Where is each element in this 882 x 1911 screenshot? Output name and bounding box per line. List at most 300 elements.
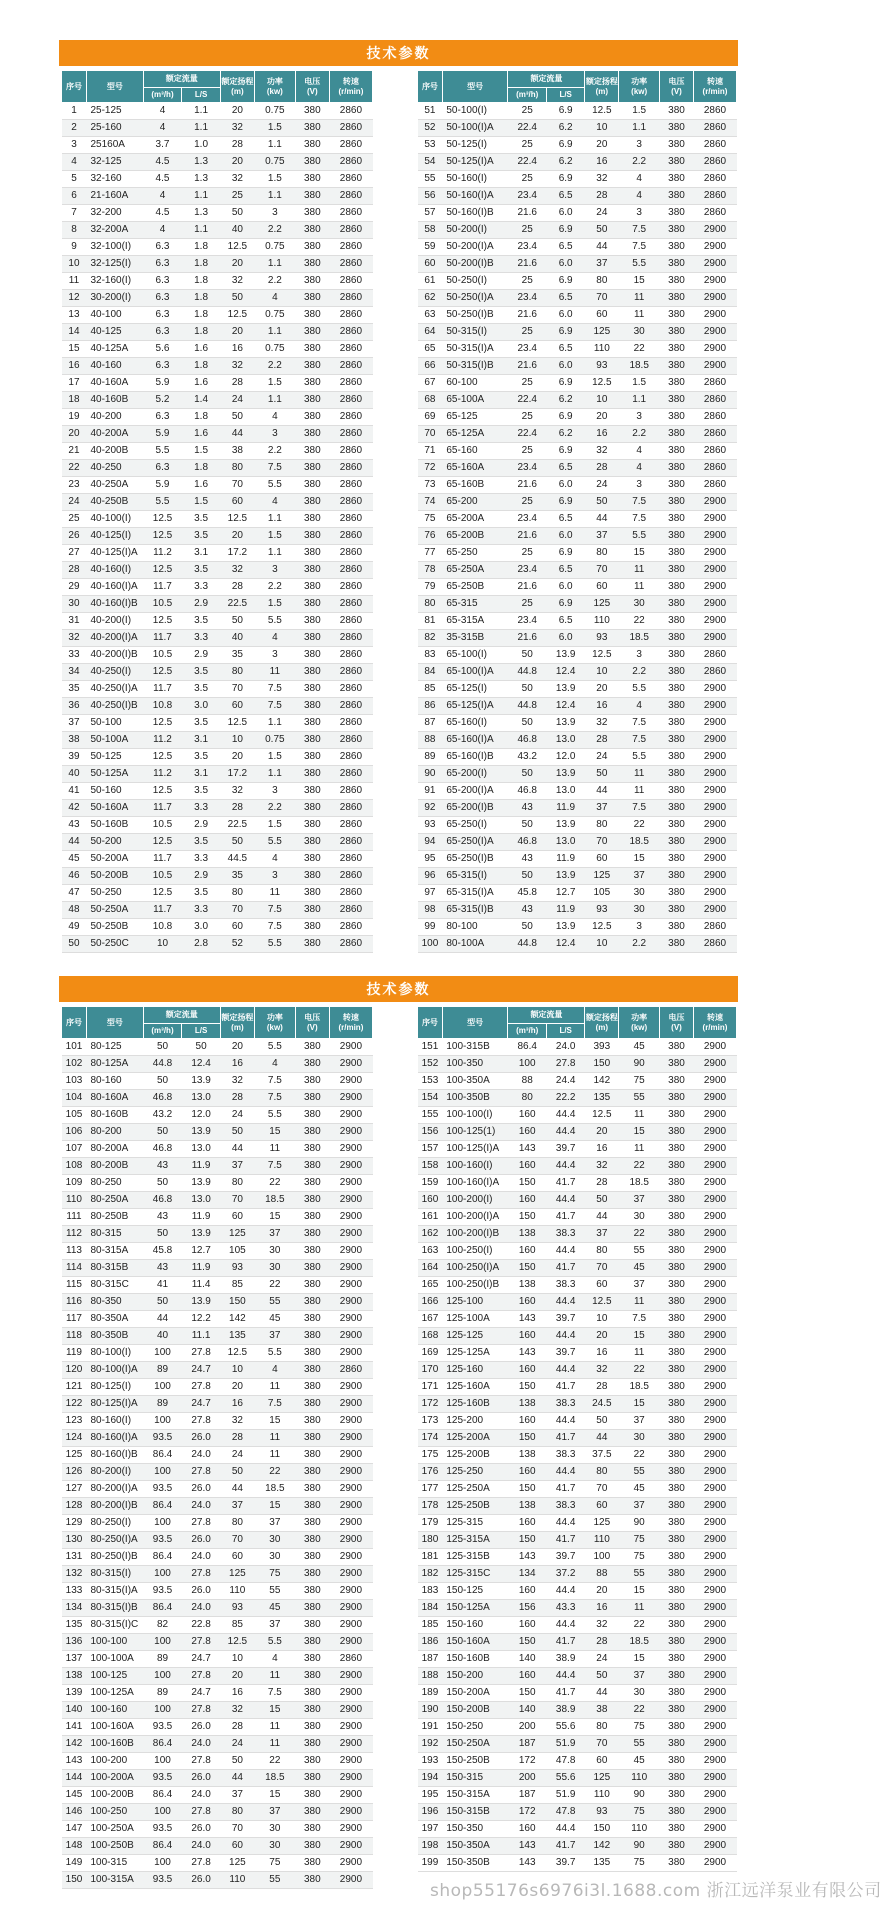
cell-head: 80 bbox=[585, 1243, 619, 1260]
cell-no: 114 bbox=[62, 1260, 87, 1277]
cell-no: 5 bbox=[62, 171, 87, 188]
cell-no: 145 bbox=[62, 1787, 87, 1804]
table-row bbox=[62, 477, 373, 494]
cell-no: 85 bbox=[418, 681, 443, 698]
cell-model: 65-315(I) bbox=[442, 868, 508, 885]
table-row bbox=[418, 1719, 737, 1736]
cell-speed: 2900 bbox=[693, 1158, 736, 1175]
table-row bbox=[62, 919, 373, 936]
cell-flow-m3: 150 bbox=[508, 1260, 546, 1277]
cell-flow-ls: 12.0 bbox=[546, 749, 584, 766]
cell-flow-m3: 100 bbox=[143, 1634, 182, 1651]
cell-flow-m3: 100 bbox=[143, 1464, 182, 1481]
cell-no: 141 bbox=[62, 1719, 87, 1736]
cell-model: 100-100 bbox=[86, 1634, 143, 1651]
cell-flow-ls: 1.3 bbox=[182, 154, 221, 171]
cell-power: 18.5 bbox=[619, 358, 660, 375]
cell-no: 121 bbox=[62, 1379, 87, 1396]
table-row bbox=[62, 273, 373, 290]
cell-voltage: 380 bbox=[660, 1413, 694, 1430]
table-row bbox=[418, 1413, 737, 1430]
cell-flow-m3: 46.8 bbox=[508, 732, 546, 749]
cell-head: 44 bbox=[220, 426, 254, 443]
cell-speed: 2900 bbox=[693, 1515, 736, 1532]
cell-flow-m3: 6.3 bbox=[143, 324, 182, 341]
cell-no: 99 bbox=[418, 919, 443, 936]
cell-power: 45 bbox=[619, 1039, 660, 1056]
cell-no: 181 bbox=[418, 1549, 443, 1566]
cell-voltage: 380 bbox=[295, 1141, 329, 1158]
cell-no: 35 bbox=[62, 681, 87, 698]
cell-model: 125-315C bbox=[442, 1566, 508, 1583]
cell-voltage: 380 bbox=[660, 851, 694, 868]
cell-power: 3 bbox=[254, 205, 295, 222]
cell-flow-m3: 50 bbox=[143, 1175, 182, 1192]
cell-speed: 2900 bbox=[329, 1872, 372, 1889]
cell-model: 40-200(I)A bbox=[86, 630, 143, 647]
cell-head: 80 bbox=[220, 1175, 254, 1192]
cell-power: 30 bbox=[254, 1838, 295, 1855]
cell-flow-ls: 1.1 bbox=[182, 188, 221, 205]
cell-speed: 2860 bbox=[693, 443, 736, 460]
cell-flow-ls: 13.9 bbox=[546, 766, 584, 783]
table-row bbox=[418, 1549, 737, 1566]
cell-model: 65-315A bbox=[442, 613, 508, 630]
cell-flow-ls: 6.0 bbox=[546, 205, 584, 222]
cell-power: 18.5 bbox=[254, 1481, 295, 1498]
cell-flow-m3: 4 bbox=[143, 120, 182, 137]
table-row bbox=[418, 137, 737, 154]
cell-power: 2.2 bbox=[254, 800, 295, 817]
cell-power: 15 bbox=[254, 1787, 295, 1804]
cell-flow-ls: 24.7 bbox=[182, 1396, 221, 1413]
cell-voltage: 380 bbox=[660, 222, 694, 239]
cell-flow-ls: 3.5 bbox=[182, 562, 221, 579]
cell-speed: 2900 bbox=[693, 783, 736, 800]
cell-power: 15 bbox=[619, 1583, 660, 1600]
table-row bbox=[62, 1668, 373, 1685]
cell-head: 93 bbox=[585, 902, 619, 919]
cell-flow-m3: 86.4 bbox=[508, 1039, 546, 1056]
cell-head: 110 bbox=[585, 1787, 619, 1804]
cell-flow-ls: 3.3 bbox=[182, 851, 221, 868]
cell-flow-ls: 26.0 bbox=[182, 1430, 221, 1447]
cell-power: 30 bbox=[619, 902, 660, 919]
cell-model: 40-200 bbox=[86, 409, 143, 426]
col-header-flow-m3-text: (m³/h) bbox=[151, 90, 174, 99]
cell-speed: 2860 bbox=[329, 324, 372, 341]
cell-flow-ls: 3.5 bbox=[182, 664, 221, 681]
cell-flow-ls: 12.4 bbox=[546, 936, 584, 953]
cell-head: 17.2 bbox=[220, 545, 254, 562]
cell-head: 10 bbox=[585, 392, 619, 409]
cell-voltage: 380 bbox=[295, 1617, 329, 1634]
cell-flow-ls: 1.1 bbox=[182, 103, 221, 120]
cell-model: 65-315(I)A bbox=[442, 885, 508, 902]
cell-speed: 2900 bbox=[693, 1175, 736, 1192]
cell-flow-ls: 1.3 bbox=[182, 205, 221, 222]
cell-speed: 2860 bbox=[329, 256, 372, 273]
cell-speed: 2900 bbox=[329, 1617, 372, 1634]
cell-power: 11 bbox=[619, 766, 660, 783]
cell-voltage: 380 bbox=[295, 902, 329, 919]
cell-power: 15 bbox=[619, 1124, 660, 1141]
cell-power: 1.1 bbox=[254, 188, 295, 205]
cell-no: 144 bbox=[62, 1770, 87, 1787]
cell-flow-m3: 5.9 bbox=[143, 375, 182, 392]
cell-speed: 2860 bbox=[329, 1651, 372, 1668]
table-row bbox=[62, 1396, 373, 1413]
cell-head: 70 bbox=[220, 477, 254, 494]
cell-speed: 2860 bbox=[329, 919, 372, 936]
cell-voltage: 380 bbox=[660, 1498, 694, 1515]
cell-head: 50 bbox=[220, 409, 254, 426]
cell-flow-ls: 11.9 bbox=[546, 851, 584, 868]
cell-flow-ls: 6.2 bbox=[546, 426, 584, 443]
cell-model: 65-125(I) bbox=[442, 681, 508, 698]
col-header-head-text: 额定扬程 bbox=[585, 1012, 618, 1022]
cell-flow-m3: 10.5 bbox=[143, 596, 182, 613]
cell-no: 176 bbox=[418, 1464, 443, 1481]
cell-head: 393 bbox=[585, 1039, 619, 1056]
cell-speed: 2860 bbox=[329, 307, 372, 324]
col-header-speed bbox=[693, 1007, 736, 1039]
cell-flow-m3: 5.5 bbox=[143, 494, 182, 511]
cell-model: 80-100(I) bbox=[86, 1345, 143, 1362]
cell-flow-ls: 43.3 bbox=[546, 1600, 584, 1617]
cell-power: 11 bbox=[254, 1379, 295, 1396]
table-row bbox=[62, 868, 373, 885]
table-row bbox=[418, 1464, 737, 1481]
table-row bbox=[418, 1634, 737, 1651]
cell-no: 170 bbox=[418, 1362, 443, 1379]
col-header-head-text: 额定扬程 bbox=[221, 76, 254, 86]
cell-power: 7.5 bbox=[619, 800, 660, 817]
cell-no: 135 bbox=[62, 1617, 87, 1634]
cell-flow-m3: 138 bbox=[508, 1498, 546, 1515]
cell-flow-ls: 6.9 bbox=[546, 596, 584, 613]
cell-voltage: 380 bbox=[295, 1396, 329, 1413]
spec-table-3 bbox=[61, 1006, 373, 1889]
cell-power: 7.5 bbox=[619, 239, 660, 256]
cell-model: 65-315 bbox=[442, 596, 508, 613]
cell-head: 70 bbox=[220, 1192, 254, 1209]
cell-model: 100-125(I)A bbox=[442, 1141, 508, 1158]
table-row bbox=[418, 1141, 737, 1158]
cell-no: 164 bbox=[418, 1260, 443, 1277]
col-header-voltage-text: 电压 bbox=[304, 1012, 321, 1022]
table-row bbox=[418, 494, 737, 511]
cell-flow-m3: 100 bbox=[143, 1413, 182, 1430]
table-row bbox=[62, 1277, 373, 1294]
cell-no: 59 bbox=[418, 239, 443, 256]
cell-power: 15 bbox=[254, 1413, 295, 1430]
cell-power: 11 bbox=[254, 1430, 295, 1447]
cell-power: 30 bbox=[254, 1821, 295, 1838]
cell-no: 149 bbox=[62, 1855, 87, 1872]
cell-voltage: 380 bbox=[295, 1804, 329, 1821]
cell-head: 37 bbox=[585, 256, 619, 273]
cell-voltage: 380 bbox=[295, 1668, 329, 1685]
table-row bbox=[418, 885, 737, 902]
cell-head: 12.5 bbox=[220, 1345, 254, 1362]
col-header-power-unit: (kw) bbox=[266, 1022, 283, 1032]
cell-model: 40-160B bbox=[86, 392, 143, 409]
cell-no: 108 bbox=[62, 1158, 87, 1175]
table-row bbox=[418, 1447, 737, 1464]
table-row bbox=[418, 630, 737, 647]
cell-head: 70 bbox=[220, 681, 254, 698]
cell-no: 120 bbox=[62, 1362, 87, 1379]
cell-no: 128 bbox=[62, 1498, 87, 1515]
cell-speed: 2860 bbox=[693, 919, 736, 936]
table-row bbox=[418, 1328, 737, 1345]
cell-speed: 2860 bbox=[329, 409, 372, 426]
cell-no: 197 bbox=[418, 1821, 443, 1838]
cell-speed: 2900 bbox=[329, 1719, 372, 1736]
col-header-speed-unit: (r/min) bbox=[702, 86, 728, 96]
cell-voltage: 380 bbox=[660, 1090, 694, 1107]
cell-model: 80-350 bbox=[86, 1294, 143, 1311]
cell-model: 80-350A bbox=[86, 1311, 143, 1328]
cell-flow-ls: 38.3 bbox=[546, 1447, 584, 1464]
cell-model: 40-160 bbox=[86, 358, 143, 375]
cell-flow-m3: 150 bbox=[508, 1379, 546, 1396]
cell-flow-m3: 6.3 bbox=[143, 239, 182, 256]
col-header-no bbox=[62, 1007, 87, 1039]
table-row bbox=[62, 1141, 373, 1158]
cell-model: 80-200(I) bbox=[86, 1464, 143, 1481]
col-header-flow-m3 bbox=[508, 1024, 546, 1039]
cell-no: 25 bbox=[62, 511, 87, 528]
cell-speed: 2900 bbox=[329, 1396, 372, 1413]
cell-flow-m3: 10.5 bbox=[143, 817, 182, 834]
cell-flow-ls: 27.8 bbox=[182, 1379, 221, 1396]
cell-power: 5.5 bbox=[254, 477, 295, 494]
col-header-power-unit: (kw) bbox=[266, 86, 283, 96]
cell-model: 65-250B bbox=[442, 579, 508, 596]
cell-speed: 2860 bbox=[329, 715, 372, 732]
cell-model: 80-250(I) bbox=[86, 1515, 143, 1532]
col-header-speed-text: 转速 bbox=[342, 76, 359, 86]
col-header-flow-text: 额定流量 bbox=[530, 1010, 563, 1019]
cell-power: 22 bbox=[619, 1362, 660, 1379]
table-row bbox=[418, 120, 737, 137]
cell-power: 7.5 bbox=[254, 1158, 295, 1175]
table-row bbox=[418, 1175, 737, 1192]
cell-model: 32-200A bbox=[86, 222, 143, 239]
cell-flow-ls: 26.0 bbox=[182, 1481, 221, 1498]
cell-model: 40-250(I) bbox=[86, 664, 143, 681]
cell-flow-ls: 3.3 bbox=[182, 579, 221, 596]
cell-speed: 2860 bbox=[329, 392, 372, 409]
table-row bbox=[418, 834, 737, 851]
table-row bbox=[418, 1056, 737, 1073]
cell-flow-m3: 11.7 bbox=[143, 579, 182, 596]
cell-flow-ls: 41.7 bbox=[546, 1260, 584, 1277]
cell-model: 65-200A bbox=[442, 511, 508, 528]
cell-voltage: 380 bbox=[295, 375, 329, 392]
cell-flow-ls: 39.7 bbox=[546, 1549, 584, 1566]
cell-speed: 2900 bbox=[329, 1634, 372, 1651]
cell-model: 65-200(I)B bbox=[442, 800, 508, 817]
col-header-flow-text: 额定流量 bbox=[165, 74, 198, 83]
cell-model: 100-250 bbox=[86, 1804, 143, 1821]
cell-no: 127 bbox=[62, 1481, 87, 1498]
col-header-voltage-unit: (V) bbox=[306, 1022, 318, 1032]
cell-head: 60 bbox=[585, 579, 619, 596]
cell-voltage: 380 bbox=[295, 613, 329, 630]
cell-power: 4 bbox=[254, 1362, 295, 1379]
cell-flow-m3: 6.3 bbox=[143, 273, 182, 290]
cell-head: 22.5 bbox=[220, 817, 254, 834]
cell-flow-m3: 44 bbox=[143, 1311, 182, 1328]
table-row bbox=[62, 1617, 373, 1634]
cell-voltage: 380 bbox=[295, 1787, 329, 1804]
cell-power: 11 bbox=[254, 1668, 295, 1685]
cell-voltage: 380 bbox=[295, 171, 329, 188]
table-row bbox=[62, 1039, 373, 1056]
table-row bbox=[62, 222, 373, 239]
cell-flow-ls: 44.4 bbox=[546, 1821, 584, 1838]
cell-model: 50-160A bbox=[86, 800, 143, 817]
cell-voltage: 380 bbox=[295, 256, 329, 273]
cell-head: 44 bbox=[585, 239, 619, 256]
cell-flow-ls: 3.5 bbox=[182, 681, 221, 698]
cell-power: 1.1 bbox=[254, 766, 295, 783]
cell-model: 80-100A bbox=[442, 936, 508, 953]
table-row bbox=[62, 545, 373, 562]
cell-flow-ls: 13.9 bbox=[546, 868, 584, 885]
cell-voltage: 380 bbox=[660, 579, 694, 596]
cell-no: 40 bbox=[62, 766, 87, 783]
cell-speed: 2860 bbox=[693, 120, 736, 137]
table-row bbox=[418, 1277, 737, 1294]
cell-flow-m3: 86.4 bbox=[143, 1600, 182, 1617]
cell-power: 4 bbox=[619, 188, 660, 205]
cell-head: 70 bbox=[585, 1481, 619, 1498]
cell-voltage: 380 bbox=[660, 732, 694, 749]
cell-no: 159 bbox=[418, 1175, 443, 1192]
cell-no: 194 bbox=[418, 1770, 443, 1787]
cell-head: 93 bbox=[585, 358, 619, 375]
table-row bbox=[62, 154, 373, 171]
cell-no: 88 bbox=[418, 732, 443, 749]
cell-flow-m3: 172 bbox=[508, 1753, 546, 1770]
cell-speed: 2860 bbox=[329, 477, 372, 494]
cell-power: 15 bbox=[619, 273, 660, 290]
cell-model: 21-160A bbox=[86, 188, 143, 205]
cell-voltage: 380 bbox=[660, 919, 694, 936]
cell-flow-ls: 24.0 bbox=[546, 1039, 584, 1056]
cell-voltage: 380 bbox=[660, 1821, 694, 1838]
cell-voltage: 380 bbox=[660, 613, 694, 630]
table-row bbox=[62, 1770, 373, 1787]
cell-voltage: 380 bbox=[295, 766, 329, 783]
cell-model: 25160A bbox=[86, 137, 143, 154]
cell-speed: 2900 bbox=[693, 1481, 736, 1498]
cell-flow-ls: 37.2 bbox=[546, 1566, 584, 1583]
cell-speed: 2900 bbox=[329, 1447, 372, 1464]
cell-voltage: 380 bbox=[660, 1124, 694, 1141]
cell-head: 50 bbox=[220, 834, 254, 851]
cell-head: 70 bbox=[220, 902, 254, 919]
cell-model: 65-160(I)B bbox=[442, 749, 508, 766]
cell-no: 57 bbox=[418, 205, 443, 222]
table-row bbox=[62, 1362, 373, 1379]
cell-flow-ls: 39.7 bbox=[546, 1855, 584, 1872]
cell-power: 4 bbox=[619, 171, 660, 188]
table-row bbox=[62, 579, 373, 596]
cell-head: 32 bbox=[585, 1158, 619, 1175]
cell-flow-ls: 13.0 bbox=[182, 1141, 221, 1158]
table-row bbox=[62, 902, 373, 919]
cell-flow-m3: 4.5 bbox=[143, 154, 182, 171]
col-header-flow-ls-text: L/S bbox=[194, 1026, 208, 1035]
table-row bbox=[418, 562, 737, 579]
cell-voltage: 380 bbox=[295, 460, 329, 477]
cell-head: 50 bbox=[585, 1668, 619, 1685]
table-row bbox=[418, 1311, 737, 1328]
cell-model: 30-200(I) bbox=[86, 290, 143, 307]
cell-flow-ls: 3.5 bbox=[182, 834, 221, 851]
cell-model: 50-250(I) bbox=[442, 273, 508, 290]
cell-power: 18.5 bbox=[254, 1192, 295, 1209]
cell-power: 2.2 bbox=[254, 222, 295, 239]
cell-model: 125-160 bbox=[442, 1362, 508, 1379]
cell-power: 37 bbox=[254, 1226, 295, 1243]
cell-voltage: 380 bbox=[660, 562, 694, 579]
cell-power: 0.75 bbox=[254, 307, 295, 324]
col-header-no bbox=[418, 71, 443, 103]
cell-power: 11 bbox=[619, 1345, 660, 1362]
table-row bbox=[418, 545, 737, 562]
cell-flow-ls: 26.0 bbox=[182, 1872, 221, 1889]
cell-speed: 2900 bbox=[693, 766, 736, 783]
cell-no: 124 bbox=[62, 1430, 87, 1447]
cell-flow-m3: 86.4 bbox=[143, 1838, 182, 1855]
cell-voltage: 380 bbox=[660, 596, 694, 613]
cell-flow-ls: 1.8 bbox=[182, 307, 221, 324]
cell-speed: 2860 bbox=[329, 613, 372, 630]
cell-power: 37 bbox=[619, 1498, 660, 1515]
cell-head: 16 bbox=[585, 1141, 619, 1158]
cell-voltage: 380 bbox=[660, 392, 694, 409]
cell-power: 22 bbox=[619, 1158, 660, 1175]
cell-flow-ls: 6.5 bbox=[546, 613, 584, 630]
table-row bbox=[62, 426, 373, 443]
table-row bbox=[62, 1430, 373, 1447]
table-row bbox=[62, 1413, 373, 1430]
cell-flow-ls: 13.9 bbox=[182, 1294, 221, 1311]
cell-voltage: 380 bbox=[660, 205, 694, 222]
cell-speed: 2900 bbox=[329, 1345, 372, 1362]
cell-voltage: 380 bbox=[295, 443, 329, 460]
cell-power: 11 bbox=[619, 307, 660, 324]
cell-flow-m3: 4 bbox=[143, 103, 182, 120]
cell-power: 2.2 bbox=[619, 664, 660, 681]
cell-head: 50 bbox=[585, 494, 619, 511]
cell-model: 40-200(I)B bbox=[86, 647, 143, 664]
cell-flow-ls: 13.9 bbox=[182, 1175, 221, 1192]
cell-head: 60 bbox=[220, 1549, 254, 1566]
cell-model: 100-200(I)A bbox=[442, 1209, 508, 1226]
cell-power: 55 bbox=[619, 1464, 660, 1481]
cell-speed: 2860 bbox=[693, 426, 736, 443]
cell-power: 11 bbox=[254, 664, 295, 681]
cell-power: 30 bbox=[619, 1430, 660, 1447]
table-row bbox=[418, 664, 737, 681]
